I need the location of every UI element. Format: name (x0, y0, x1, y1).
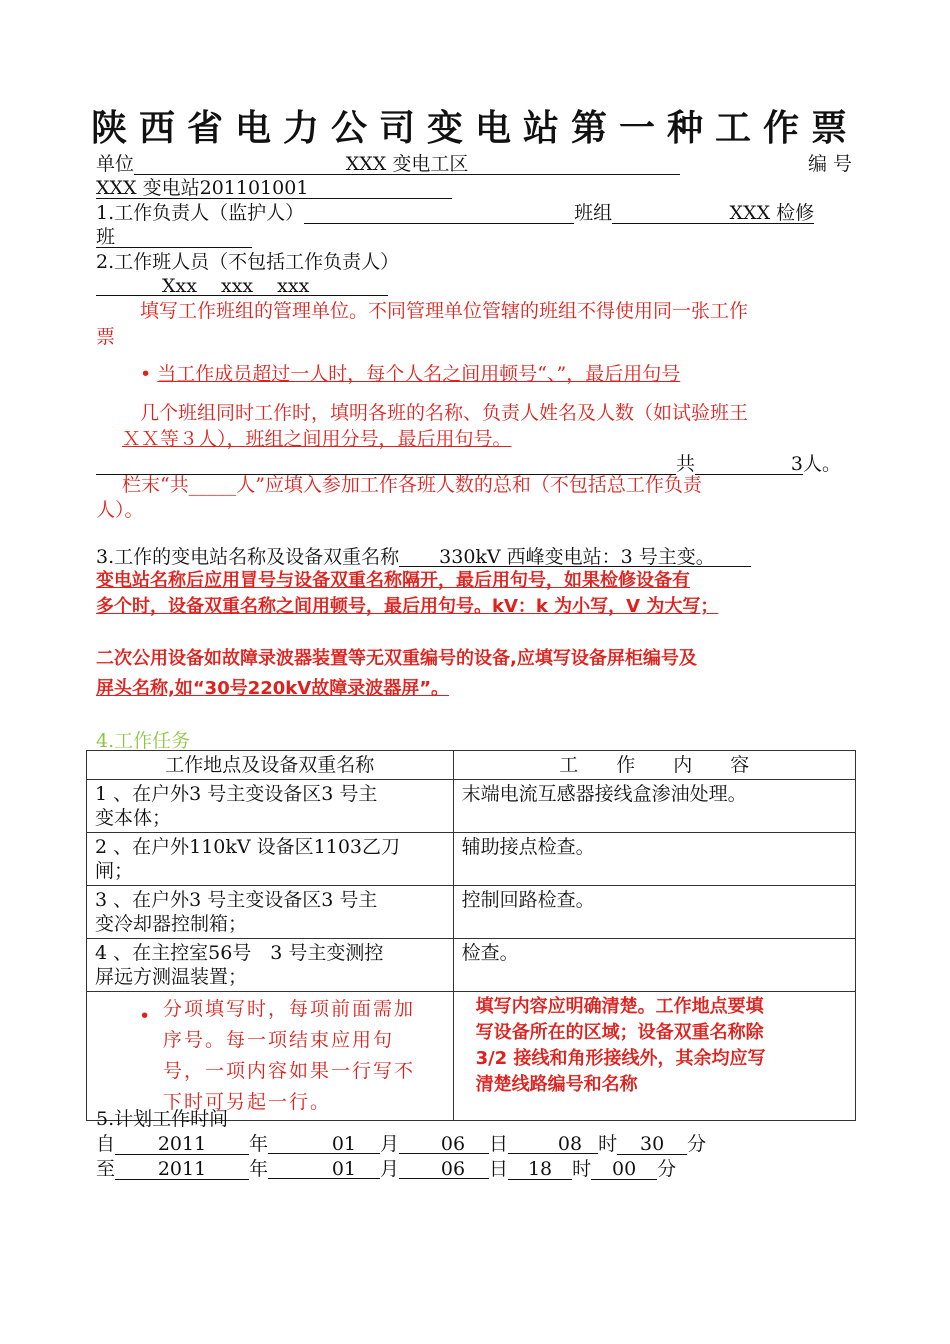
team-field-cont[interactable]: 班 (96, 225, 252, 248)
leader-field[interactable] (304, 201, 574, 224)
table-row (87, 939, 856, 992)
to-minute-field[interactable]: 00 (591, 1157, 657, 1180)
location-line: 3 、在户外3 号主变设备区3 号主 (95, 889, 378, 911)
team-label: 班组 (574, 202, 613, 224)
note-station-format-cont: 多个时，设备双重名称之间用顿号，最后用句号。kV：k 为小写，V 为大写； (96, 596, 719, 617)
time-from-row (96, 1132, 706, 1156)
table-cell-content[interactable]: 控制回路检查。 (453, 886, 855, 939)
note-total-cont: 人）。 (96, 499, 144, 521)
unit-year: 年 (249, 1158, 269, 1180)
unit-field[interactable]: XXX 变电工区 (134, 152, 680, 175)
station-field[interactable]: 330kV 西峰变电站：3 号主变。 (399, 545, 751, 567)
unit-month: 月 (380, 1133, 400, 1155)
unit-day: 日 (489, 1158, 509, 1180)
to-hour-field[interactable]: 18 (508, 1157, 572, 1180)
table-note-left (87, 992, 454, 1121)
team-row2 (96, 225, 252, 249)
table-header-row (87, 751, 856, 780)
location-line: 4 、在主控室56号 3 号主变测控 (95, 942, 384, 964)
unit-day: 日 (489, 1133, 509, 1155)
table-row (87, 780, 856, 833)
from-minute-field[interactable]: 30 (617, 1132, 687, 1155)
note-multi-team-cont: ＸＸ等３人），班组之间用分号，最后用句号。 (122, 428, 512, 450)
note-line: 3/2 接线和角形接线外，其余均应写 (475, 1048, 766, 1069)
total-prefix: 共 (676, 453, 696, 475)
time-from-prefix: 自 (96, 1133, 116, 1155)
note-member-separator (140, 361, 680, 387)
task-label: 4.工作任务 (96, 730, 191, 752)
unit-hour: 时 (572, 1158, 592, 1180)
to-day-field[interactable]: 06 (399, 1157, 489, 1179)
table-row (87, 886, 856, 939)
note-line: 下时可另起一行。 (163, 1091, 332, 1113)
note-management-unit: 填写工作班组的管理单位。不同管理单位管辖的班组不得使用同一张工作 (140, 300, 749, 322)
note-management-unit-cont: 票 (96, 326, 116, 348)
location-line: 屏远方测温装置； (95, 966, 248, 988)
unit-row (96, 152, 680, 176)
note-multi-team: 几个班组同时工作时，填明各班的名称、负责人姓名及人数（如试验班王 (140, 402, 749, 424)
table-row (87, 833, 856, 886)
unit-minute: 分 (687, 1133, 707, 1155)
leader-row (96, 201, 814, 225)
location-line: 闸； (95, 860, 134, 882)
page-title: 陕西省电力公司变电站第一种工作票 (90, 108, 859, 149)
bullet-icon: • (140, 363, 152, 385)
location-line: 变本体； (95, 807, 172, 829)
table-cell-content[interactable]: 末端电流互感器接线盒渗油处理。 (453, 780, 855, 833)
note-secondary-equipment-cont: 屏头名称,如“30号220kV故障录波器屏”。 (96, 678, 450, 699)
note-secondary-equipment: 二次公用设备如故障录波器装置等无双重编号的设备,应填写设备屏柜编号及 (96, 648, 697, 669)
to-year-field[interactable]: 2011 (115, 1157, 249, 1180)
members-label: 2.工作班人员（不包括工作负责人） (96, 251, 400, 273)
table-note-row (87, 992, 856, 1121)
time-label: 5.计划工作时间 (96, 1108, 229, 1130)
time-to-row (96, 1157, 676, 1181)
unit-year: 年 (249, 1133, 269, 1155)
table-header-location: 工作地点及设备双重名称 (87, 751, 454, 780)
number-field[interactable]: XXX 变电站201101001 (96, 176, 452, 199)
note-station-format: 变电站名称后应用冒号与设备双重名称隔开，最后用句号，如果检修设备有 (96, 570, 690, 591)
table-note-left-text (137, 994, 445, 1118)
table-note-right (453, 992, 855, 1121)
total-count-field[interactable]: 3 (695, 452, 803, 475)
time-to-prefix: 至 (96, 1158, 116, 1180)
from-hour-field[interactable]: 08 (508, 1132, 598, 1154)
note-line: 清楚线路编号和名称 (475, 1074, 638, 1095)
table-cell-location[interactable] (87, 833, 454, 886)
members-row (96, 274, 388, 298)
leader-label: 1.工作负责人（监护人） (96, 202, 305, 224)
table-cell-location[interactable] (87, 886, 454, 939)
note-line: 填写内容应明确清楚。工作地点要填 (475, 996, 764, 1017)
table-header-content: 工 作 内 容 (453, 751, 855, 780)
table-cell-location[interactable] (87, 780, 454, 833)
note-line: 序号。每一项结束应用句 (163, 1029, 395, 1051)
location-line: 变冷却器控制箱； (95, 913, 248, 935)
to-month-field[interactable]: 01 (268, 1157, 380, 1179)
unit-hour: 时 (598, 1133, 618, 1155)
note-line: 写设备所在的区域；设备双重名称除 (475, 1022, 764, 1043)
note-line: 分项填写时，每项前面需加 (163, 998, 416, 1020)
from-month-field[interactable]: 01 (268, 1132, 380, 1154)
number-label: 编号 (808, 153, 859, 175)
unit-label: 单位 (96, 153, 135, 175)
table-cell-location[interactable] (87, 939, 454, 992)
table-cell-content[interactable]: 辅助接点检查。 (453, 833, 855, 886)
task-table (86, 750, 856, 1121)
station-label: 3.工作的变电站名称及设备双重名称 (96, 546, 400, 568)
note-line: 号，一项内容如果一行写不 (163, 1060, 416, 1082)
from-day-field[interactable]: 06 (399, 1132, 489, 1154)
team-field[interactable]: XXX 检修 (612, 201, 814, 224)
from-year-field[interactable]: 2011 (115, 1132, 249, 1155)
note-total: 栏末“共_____人”应填入参加工作各班人数的总和（不包括总工作负责 (122, 474, 702, 496)
members-field[interactable]: Xxx xxx xxx (96, 274, 388, 296)
total-suffix: 人。 (803, 453, 842, 475)
unit-month: 月 (380, 1158, 400, 1180)
bullet-icon: • (139, 1005, 151, 1027)
unit-minute: 分 (657, 1158, 677, 1180)
station-row (96, 545, 751, 569)
location-line: 1 、在户外3 号主变设备区3 号主 (95, 783, 378, 805)
table-cell-content[interactable]: 检查。 (453, 939, 855, 992)
number-row (96, 176, 452, 200)
note-member-separator-text: 当工作成员超过一人时，每个人名之间用顿号“、”，最后用句号 (157, 363, 681, 385)
location-line: 2 、在户外110kV 设备区1103乙刀 (95, 836, 401, 858)
